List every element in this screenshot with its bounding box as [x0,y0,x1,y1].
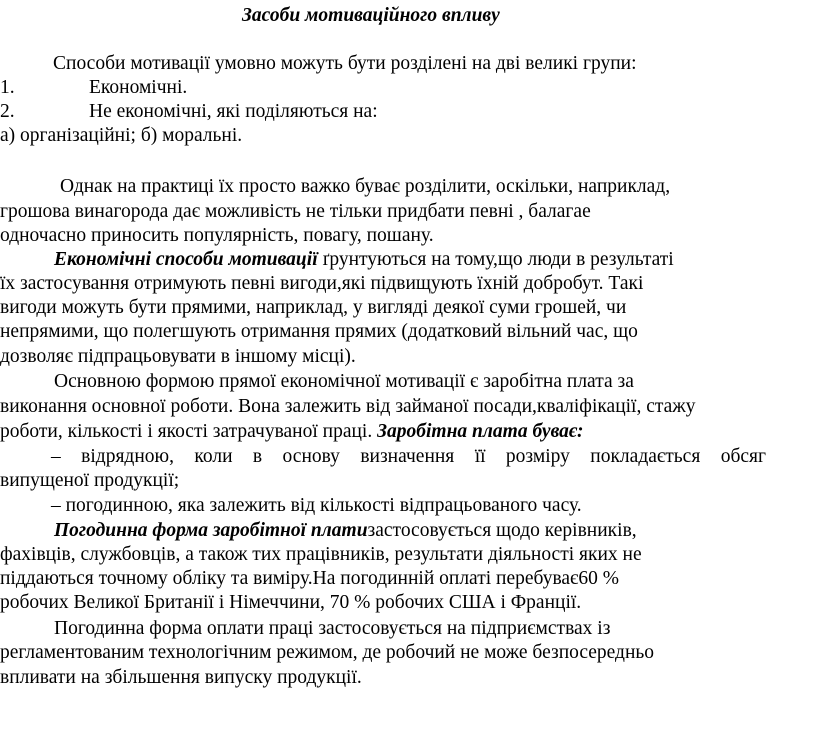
paragraph-4-line-4: робочих Великої Британії і Німеччини, 70 % робочих США і Франції. [0,592,582,613]
sublist-line: а) організаційні; б) моральні. [0,125,243,146]
paragraph-1-line-2: грошова винагорода дає можливість не тільки придбати певні , балагае [0,201,591,222]
list-item-2 [0,100,378,124]
page-title: Засоби мотиваційного впливу [242,5,500,26]
paragraph-2-line-4: непрямими, що полегшують отримання прямих (додатковий вільний час, що [0,321,638,342]
paragraph-5-line-1: Погодинна форма оплати праці застосовується на підприємствах із [54,618,611,639]
paragraph-5-line-2: регламентованим технологічним режимом, де робочий не може безпосередньо [0,642,655,663]
paragraph-4-line-3: піддаються точному обліку та виміру.На погодинній оплаті перебуває60 % [0,568,620,589]
paragraph-4-line-2: фахівців, службовців, а також тих працівників, результати діяльності яких не [0,544,642,565]
paragraph-1-line-1: Однак на практиці їх просто важко буває розділити, оскільки, наприклад, [60,176,671,197]
paragraph-2-line-5: дозволяє підпрацьовувати в іншому місці). [0,346,356,367]
paragraph-3-line-2: виконання основної роботи. Вона залежить від займаної посади,кваліфікації, стажу [0,396,696,417]
dash-item-piecework: – відрядною, коли в основу визначення її розміру покладається обсяг [51,446,766,467]
economic-methods-heading: Економічні способи мотивації [54,249,318,270]
paragraph-3-text: роботи, кількості і якості затрачуваної праці. [0,421,373,442]
paragraph-4-lead-rest: застосовується щодо керівників, [367,520,637,541]
list-number: 2. [0,101,15,122]
list-number: 1. [0,77,15,98]
list-text: Економічні. [89,77,188,98]
paragraph-2-line-2: їх застосування отримують певні вигоди,які підвищують їхній добробут. Такі [0,273,644,294]
dash-item-piecework-cont: випущеної продукції; [0,470,180,491]
intro-paragraph: Способи мотивації умовно можуть бути розділені на дві великі групи: [53,53,637,74]
paragraph-2-line-3: вигоди можуть бути прямими, наприклад, у вигляді деякої суми грошей, чи [0,297,627,318]
salary-types-heading: Заробітна плата буває: [377,421,584,442]
paragraph-3-line-1: Основною формою прямої економічної мотивації є заробітна плата за [54,371,634,392]
list-text: Не економічні, які поділяються на: [89,101,378,122]
paragraph-5-line-3: впливати на збільшення випуску продукції. [0,667,362,688]
dash-item-hourly: – погодинною, яка залежить від кількості відпрацьованого часу. [51,495,582,516]
paragraph-2-lead-rest: ґрунтуються на тому,що люди в результаті [322,249,674,270]
paragraph-3-line-3 [0,420,584,444]
paragraph-1-line-3: одночасно приносить популярність, повагу, пошану. [0,225,434,246]
list-item-1 [0,76,188,100]
hourly-form-heading: Погодинна форма заробітної плати [54,520,368,541]
paragraph-4-line-1 [54,519,637,543]
paragraph-2-line-1 [54,248,674,272]
